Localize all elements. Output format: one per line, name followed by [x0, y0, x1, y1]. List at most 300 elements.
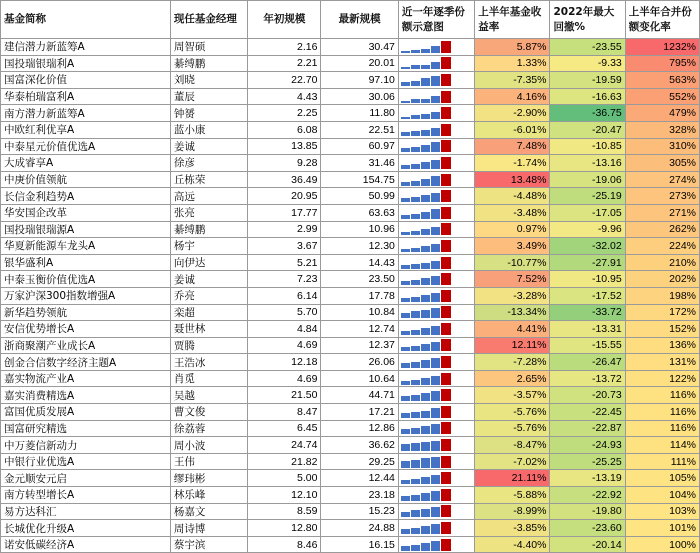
sparkline-bar — [421, 360, 430, 368]
manager-cell: 周智硕 — [170, 39, 247, 56]
sparkline-bar — [441, 306, 451, 318]
sparkline-bar — [411, 164, 420, 169]
header-h1-return: 上半年基金收益率 — [475, 1, 550, 39]
sparkline-bar — [411, 197, 420, 202]
sparkline-bar — [441, 422, 451, 434]
latest-size-cell: 10.96 — [321, 221, 398, 238]
max-drawdown-cell: -23.55 — [550, 39, 625, 56]
manager-cell: 周诗博 — [170, 520, 247, 537]
sparkline-bar — [411, 460, 420, 468]
manager-cell: 高远 — [170, 188, 247, 205]
max-drawdown-cell: -32.02 — [550, 238, 625, 255]
latest-size-cell: 30.06 — [321, 88, 398, 105]
sparkline-bar — [401, 546, 410, 551]
sparkline-bar — [421, 442, 430, 451]
start-size-cell: 8.59 — [248, 503, 321, 520]
latest-size-cell: 10.64 — [321, 370, 398, 387]
share-change-cell: 198% — [625, 287, 699, 304]
manager-cell: 乔亮 — [170, 287, 247, 304]
max-drawdown-cell: -22.45 — [550, 404, 625, 421]
max-drawdown-cell: -22.92 — [550, 487, 625, 504]
h1-return-cell: -1.74% — [475, 155, 550, 172]
max-drawdown-cell: -27.91 — [550, 254, 625, 271]
sparkline-bar — [441, 57, 451, 69]
latest-size-cell: 23.50 — [321, 271, 398, 288]
sparkline-bar — [401, 165, 410, 169]
fund-name-cell: 南方转型增长A — [1, 487, 171, 504]
header-latest-size: 最新规模 — [321, 1, 398, 39]
fund-name-cell: 国富研究精选 — [1, 420, 171, 437]
quarterly-share-sparkline — [398, 453, 474, 470]
h1-return-cell: -13.34% — [475, 304, 550, 321]
sparkline-bar — [421, 114, 430, 119]
sparkline-bar — [441, 190, 451, 202]
table-row — [1, 105, 700, 122]
sparkline-bar — [441, 223, 451, 235]
start-size-cell: 5.00 — [248, 470, 321, 487]
sparkline-bar — [441, 207, 451, 219]
share-change-cell: 111% — [625, 453, 699, 470]
sparkline-bar — [411, 362, 420, 368]
sparkline-bar — [411, 412, 420, 418]
share-change-cell: 274% — [625, 171, 699, 188]
table-body — [1, 39, 700, 553]
fund-name-cell: 嘉实消费精选A — [1, 387, 171, 404]
sparkline-bar — [421, 526, 430, 534]
max-drawdown-cell: -16.63 — [550, 88, 625, 105]
sparkline-bar — [441, 472, 451, 484]
sparkline-bar — [401, 413, 410, 418]
max-drawdown-cell: -19.59 — [550, 72, 625, 89]
fund-name-cell: 中泰玉衡价值优选A — [1, 271, 171, 288]
sparkline-bar — [441, 439, 451, 451]
h1-return-cell: 0.97% — [475, 221, 550, 238]
sparkline-bar — [431, 376, 440, 385]
fund-name-cell: 中欧红利优享A — [1, 121, 171, 138]
manager-cell: 蓝小康 — [170, 121, 247, 138]
max-drawdown-cell: -36.75 — [550, 105, 625, 122]
sparkline-bar — [401, 363, 410, 368]
fund-name-cell: 万家沪深300指数增强A — [1, 287, 171, 304]
table-row — [1, 337, 700, 354]
sparkline-bar — [411, 443, 420, 451]
start-size-cell: 6.14 — [248, 287, 321, 304]
latest-size-cell: 23.18 — [321, 487, 398, 504]
sparkline-bar — [411, 346, 420, 351]
header-start-size: 年初规模 — [248, 1, 321, 39]
fund-name-cell: 嘉实物流产业A — [1, 370, 171, 387]
sparkline-bar — [401, 182, 410, 186]
h1-return-cell: -5.88% — [475, 487, 550, 504]
sparkline-bar — [421, 411, 430, 418]
latest-size-cell: 12.37 — [321, 337, 398, 354]
start-size-cell: 12.10 — [248, 487, 321, 504]
start-size-cell: 4.69 — [248, 370, 321, 387]
sparkline-bar — [401, 512, 410, 517]
max-drawdown-cell: -13.19 — [550, 470, 625, 487]
latest-size-cell: 12.74 — [321, 321, 398, 338]
sparkline-bar — [411, 65, 420, 69]
max-drawdown-cell: -17.52 — [550, 287, 625, 304]
max-drawdown-cell: -13.16 — [550, 155, 625, 172]
quarterly-share-sparkline — [398, 105, 474, 122]
sparkline-bar — [411, 99, 420, 103]
sparkline-bar — [441, 505, 451, 517]
sparkline-bar — [401, 117, 410, 119]
h1-return-cell: 4.41% — [475, 321, 550, 338]
start-size-cell: 5.70 — [248, 304, 321, 321]
share-change-cell: 100% — [625, 536, 699, 553]
fund-name-cell: 长信金利趋势A — [1, 188, 171, 205]
latest-size-cell: 14.43 — [321, 254, 398, 271]
sparkline-bar — [401, 232, 410, 235]
sparkline-bar — [441, 107, 451, 119]
fund-name-cell: 大成睿享A — [1, 155, 171, 172]
start-size-cell: 8.47 — [248, 404, 321, 421]
table-row — [1, 204, 700, 221]
h1-return-cell: -3.85% — [475, 520, 550, 537]
sparkline-bar — [431, 209, 440, 219]
sparkline-bar — [411, 214, 420, 219]
sparkline-bar — [441, 174, 451, 186]
fund-name-cell: 银华盛利A — [1, 254, 171, 271]
share-change-cell: 103% — [625, 503, 699, 520]
sparkline-bar — [421, 65, 430, 69]
table-row — [1, 188, 700, 205]
sparkline-bar — [441, 240, 451, 252]
sparkline-bar — [431, 308, 440, 318]
latest-size-cell: 20.01 — [321, 55, 398, 72]
share-change-cell: 116% — [625, 404, 699, 421]
h1-return-cell: 4.16% — [475, 88, 550, 105]
sparkline-bar — [441, 339, 451, 351]
manager-cell: 周小波 — [170, 437, 247, 454]
fund-name-cell: 中万菱信新动力 — [1, 437, 171, 454]
sparkline-bar — [431, 176, 440, 186]
share-change-cell: 122% — [625, 370, 699, 387]
table-row — [1, 503, 700, 520]
sparkline-bar — [401, 249, 410, 252]
sparkline-bar — [441, 41, 451, 53]
sparkline-bar — [431, 46, 440, 53]
manager-cell: 缪玮彬 — [170, 470, 247, 487]
latest-size-cell: 11.80 — [321, 105, 398, 122]
h1-return-cell: -7.02% — [475, 453, 550, 470]
sparkline-bar — [431, 160, 440, 169]
sparkline-bar — [431, 227, 440, 235]
sparkline-bar — [421, 543, 430, 551]
start-size-cell: 2.21 — [248, 55, 321, 72]
sparkline-bar — [421, 426, 430, 434]
sparkline-bar — [431, 128, 440, 136]
sparkline-bar — [401, 198, 410, 202]
max-drawdown-cell: -19.80 — [550, 503, 625, 520]
header-quarterly-chart: 近一年逐季份额示意图 — [398, 1, 474, 39]
sparkline-bar — [401, 396, 410, 401]
quarterly-share-sparkline — [398, 304, 474, 321]
table-row — [1, 387, 700, 404]
fund-name-cell: 易方达科汇 — [1, 503, 171, 520]
table-row — [1, 121, 700, 138]
latest-size-cell: 31.46 — [321, 155, 398, 172]
h1-return-cell: -10.77% — [475, 254, 550, 271]
sparkline-bar — [401, 313, 410, 318]
manager-cell: 张亮 — [170, 204, 247, 221]
header-manager: 现任基金经理 — [170, 1, 247, 39]
sparkline-bar — [401, 298, 410, 302]
start-size-cell: 6.08 — [248, 121, 321, 138]
h1-return-cell: -3.28% — [475, 287, 550, 304]
sparkline-bar — [411, 479, 420, 484]
h1-return-cell: -2.90% — [475, 105, 550, 122]
share-change-cell: 224% — [625, 238, 699, 255]
quarterly-share-sparkline — [398, 221, 474, 238]
fund-name-cell: 国投瑞银瑞源A — [1, 221, 171, 238]
fund-name-cell: 建信潜力新蓝筹A — [1, 39, 171, 56]
sparkline-bar — [411, 495, 420, 501]
latest-size-cell: 60.97 — [321, 138, 398, 155]
h1-return-cell: 13.48% — [475, 171, 550, 188]
manager-cell: 向伊达 — [170, 254, 247, 271]
manager-cell: 贾腾 — [170, 337, 247, 354]
sparkline-bar — [401, 347, 410, 351]
h1-return-cell: 1.33% — [475, 55, 550, 72]
fund-name-cell: 中庚价值领航 — [1, 171, 171, 188]
sparkline-bar — [411, 311, 420, 318]
quarterly-share-sparkline — [398, 487, 474, 504]
quarterly-share-sparkline — [398, 88, 474, 105]
quarterly-share-sparkline — [398, 171, 474, 188]
fund-name-cell: 华安国企改革 — [1, 204, 171, 221]
sparkline-bar — [421, 493, 430, 501]
sparkline-bar — [411, 395, 420, 401]
sparkline-bar — [441, 323, 451, 335]
sparkline-bar — [441, 74, 451, 86]
share-change-cell: 563% — [625, 72, 699, 89]
sparkline-bar — [441, 273, 451, 285]
sparkline-bar — [411, 50, 420, 53]
share-change-cell: 114% — [625, 437, 699, 454]
h1-return-cell: 7.48% — [475, 138, 550, 155]
manager-cell: 钟赟 — [170, 105, 247, 122]
table-row — [1, 221, 700, 238]
max-drawdown-cell: -10.95 — [550, 271, 625, 288]
quarterly-share-sparkline — [398, 420, 474, 437]
sparkline-bar — [441, 522, 451, 534]
quarterly-share-sparkline — [398, 503, 474, 520]
sparkline-bar — [431, 524, 440, 534]
share-change-cell: 116% — [625, 387, 699, 404]
manager-cell: 徐荔蓉 — [170, 420, 247, 437]
h1-return-cell: -6.01% — [475, 121, 550, 138]
share-change-cell: 172% — [625, 304, 699, 321]
share-change-cell: 1232% — [625, 39, 699, 56]
sparkline-bar — [401, 461, 410, 468]
start-size-cell: 4.69 — [248, 337, 321, 354]
start-size-cell: 4.84 — [248, 321, 321, 338]
sparkline-bar — [401, 82, 410, 86]
latest-size-cell: 12.86 — [321, 420, 398, 437]
fund-name-cell: 国投瑞银瑞利A — [1, 55, 171, 72]
latest-size-cell: 36.62 — [321, 437, 398, 454]
sparkline-bar — [411, 231, 420, 235]
sparkline-bar — [431, 457, 440, 468]
sparkline-bar — [441, 539, 451, 551]
sparkline-bar — [421, 99, 430, 103]
quarterly-share-sparkline — [398, 520, 474, 537]
quarterly-share-sparkline — [398, 138, 474, 155]
sparkline-bar — [411, 81, 420, 86]
start-size-cell: 8.46 — [248, 536, 321, 553]
max-drawdown-cell: -22.87 — [550, 420, 625, 437]
latest-size-cell: 154.75 — [321, 171, 398, 188]
sparkline-bar — [421, 477, 430, 484]
h1-return-cell: 21.11% — [475, 470, 550, 487]
share-change-cell: 152% — [625, 321, 699, 338]
sparkline-bar — [421, 246, 430, 252]
manager-cell: 曹文俊 — [170, 404, 247, 421]
latest-size-cell: 97.10 — [321, 72, 398, 89]
latest-size-cell: 16.15 — [321, 536, 398, 553]
sparkline-bar — [441, 356, 451, 368]
fund-name-cell: 华夏新能源车龙头A — [1, 238, 171, 255]
fund-name-cell: 金元顺安元启 — [1, 470, 171, 487]
sparkline-bar — [411, 280, 420, 285]
manager-cell: 王浩冰 — [170, 354, 247, 371]
h1-return-cell: -3.57% — [475, 387, 550, 404]
sparkline-bar — [421, 195, 430, 202]
sparkline-bar — [431, 112, 440, 119]
sparkline-bar — [421, 145, 430, 152]
sparkline-bar — [411, 147, 420, 152]
start-size-cell: 2.16 — [248, 39, 321, 56]
start-size-cell: 21.82 — [248, 453, 321, 470]
quarterly-share-sparkline — [398, 536, 474, 553]
latest-size-cell: 15.23 — [321, 503, 398, 520]
sparkline-bar — [421, 344, 430, 351]
table-row — [1, 470, 700, 487]
quarterly-share-sparkline — [398, 387, 474, 404]
sparkline-bar — [441, 290, 451, 302]
table-row — [1, 420, 700, 437]
sparkline-bar — [431, 342, 440, 351]
latest-size-cell: 50.99 — [321, 188, 398, 205]
sparkline-bar — [421, 509, 430, 517]
sparkline-bar — [441, 157, 451, 169]
fund-name-cell: 国富深化价值 — [1, 72, 171, 89]
sparkline-bar — [431, 62, 440, 69]
share-change-cell: 305% — [625, 155, 699, 172]
table-row — [1, 88, 700, 105]
sparkline-bar — [411, 181, 420, 186]
share-change-cell: 202% — [625, 271, 699, 288]
h1-return-cell: 7.52% — [475, 271, 550, 288]
table-row — [1, 55, 700, 72]
quarterly-share-sparkline — [398, 404, 474, 421]
latest-size-cell: 17.21 — [321, 404, 398, 421]
max-drawdown-cell: -26.47 — [550, 354, 625, 371]
sparkline-bar — [401, 265, 410, 269]
start-size-cell: 13.85 — [248, 138, 321, 155]
start-size-cell: 21.50 — [248, 387, 321, 404]
latest-size-cell: 30.47 — [321, 39, 398, 56]
latest-size-cell: 12.44 — [321, 470, 398, 487]
share-change-cell: 210% — [625, 254, 699, 271]
quarterly-share-sparkline — [398, 354, 474, 371]
fund-name-cell: 中泰星元价值优选A — [1, 138, 171, 155]
sparkline-bar — [421, 278, 430, 285]
sparkline-bar — [441, 489, 451, 501]
share-change-cell: 262% — [625, 221, 699, 238]
h1-return-cell: 12.11% — [475, 337, 550, 354]
sparkline-bar — [441, 456, 451, 468]
sparkline-bar — [431, 193, 440, 202]
table-row — [1, 72, 700, 89]
quarterly-share-sparkline — [398, 271, 474, 288]
sparkline-bar — [401, 215, 410, 219]
max-drawdown-cell: -20.14 — [550, 536, 625, 553]
manager-cell: 吴越 — [170, 387, 247, 404]
max-drawdown-cell: -20.73 — [550, 387, 625, 404]
share-change-cell: 104% — [625, 487, 699, 504]
sparkline-bar — [421, 328, 430, 335]
max-drawdown-cell: -23.60 — [550, 520, 625, 537]
h1-return-cell: -7.35% — [475, 72, 550, 89]
fund-name-cell: 诺安低碳经济A — [1, 536, 171, 553]
table-row — [1, 138, 700, 155]
fund-name-cell: 富国优质发展A — [1, 404, 171, 421]
sparkline-bar — [411, 330, 420, 335]
sparkline-bar — [401, 331, 410, 335]
sparkline-bar — [421, 229, 430, 235]
max-drawdown-cell: -9.33 — [550, 55, 625, 72]
share-change-cell: 795% — [625, 55, 699, 72]
start-size-cell: 24.74 — [248, 437, 321, 454]
start-size-cell: 5.21 — [248, 254, 321, 271]
latest-size-cell: 44.71 — [321, 387, 398, 404]
h1-return-cell: -8.47% — [475, 437, 550, 454]
h1-return-cell: -8.99% — [475, 503, 550, 520]
h1-return-cell: -3.48% — [475, 204, 550, 221]
sparkline-bar — [431, 475, 440, 484]
latest-size-cell: 26.06 — [321, 354, 398, 371]
table-row — [1, 287, 700, 304]
quarterly-share-sparkline — [398, 337, 474, 354]
table-row — [1, 487, 700, 504]
sparkline-bar — [421, 378, 430, 385]
start-size-cell: 12.80 — [248, 520, 321, 537]
header-fund-name: 基金简称 — [1, 1, 171, 39]
quarterly-share-sparkline — [398, 204, 474, 221]
manager-cell: 肖觅 — [170, 370, 247, 387]
latest-size-cell: 12.30 — [321, 238, 398, 255]
quarterly-share-sparkline — [398, 287, 474, 304]
quarterly-share-sparkline — [398, 437, 474, 454]
max-drawdown-cell: -24.93 — [550, 437, 625, 454]
sparkline-bar — [411, 131, 420, 136]
sparkline-bar — [421, 295, 430, 302]
start-size-cell: 20.95 — [248, 188, 321, 205]
max-drawdown-cell: -15.55 — [550, 337, 625, 354]
sparkline-bar — [401, 148, 410, 152]
table-row — [1, 321, 700, 338]
share-change-cell: 310% — [625, 138, 699, 155]
sparkline-bar — [431, 408, 440, 418]
start-size-cell: 9.28 — [248, 155, 321, 172]
table-row — [1, 155, 700, 172]
sparkline-bar — [431, 424, 440, 434]
manager-cell: 姜诚 — [170, 138, 247, 155]
